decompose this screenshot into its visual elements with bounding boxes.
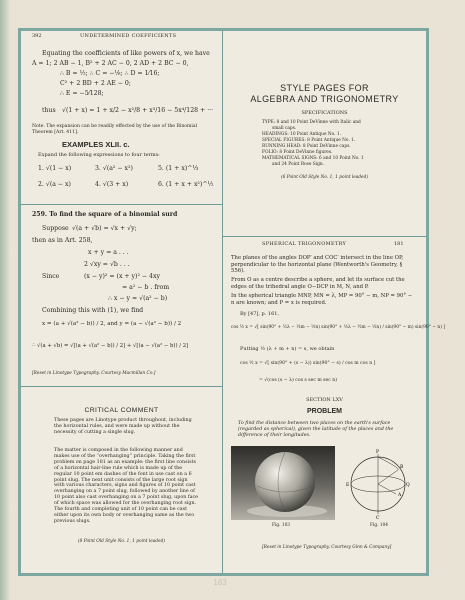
combining-text: Combining this with (1), we find: [42, 307, 144, 314]
figure-104-caption: Fig. 104: [370, 523, 389, 528]
then-line: then as in Art. 258,: [32, 237, 93, 244]
exercise-intro: Expand the following expressions to four terms:: [38, 152, 160, 158]
spec-line: MATHEMATICAL SIGNS: 6 and 10 Point No. 1: [262, 156, 364, 161]
thus-label: thus: [42, 107, 56, 114]
critical-comment-para-2: The matter is composed in the following manner and makes use of the “overhanging” principle. Taking the first problem on page 181 as an example: the first line consists of a horizontal hair-line rule which is made up of the regular 10 point em dashes of the font in use cast on a 6 point slug. The next unit consists of the large root sign with various characters, signs and figures of 10 point cast overhanging on a 7 point slug, followed by another line of 10 point also cast overhanging on a 7 point slug, upon face of which space was allowed for the overhanging root sign. The fourth and completing unit of 10 point can be cast either upon its own body or overhanging same as the two previous slugs.: [54, 448, 198, 524]
style-title-line-2: ALGEBRA AND TRIGONOMETRY: [250, 94, 399, 104]
spec-line: FOLIO: 8 Point DeVinne figures.: [262, 150, 333, 155]
x-equation: x = (a + √(a² − b)) / 2, and y = (a − √(a² − b)) / 2: [42, 321, 182, 327]
figure-103-caption: Fig. 103: [272, 523, 291, 528]
section-heading-259: 259. To find the square of a binomial surd: [32, 211, 178, 218]
figure-104-diagram: [340, 446, 418, 520]
right-middle-caption: [Reset in Linotype Typography. Courtesy Ginn & Company]: [262, 545, 392, 550]
equation-2: ∴ B = ½; ∴ C = −⅛; ∴ D = 1⁄16;: [60, 70, 160, 77]
page-folio: 183: [213, 578, 227, 587]
binding-edge: [0, 0, 10, 600]
exercise-item: 3. √(a² − x²): [95, 165, 133, 172]
section-label: SECTION LXV: [306, 397, 343, 403]
exercise-item: 4. √(3 + x): [95, 181, 129, 188]
paragraph-1: The planes of the angles DOP′ and COC′ intersect in the line OP, perpendicular to the horizontal plane (Wentworth's Geometry, § 556).: [231, 255, 404, 275]
spec-line: SPECIAL FIGURES: 8 Point Antique No. 1.: [262, 138, 356, 143]
exercise-item: 5. (1 + x)^⅓: [158, 165, 199, 172]
right-page-number: 181: [394, 241, 404, 247]
style-title-line-1: STYLE PAGES FOR: [280, 83, 369, 93]
suppose-equation: √(a + √b) = √x + √y;: [72, 225, 137, 232]
spec-line: RUNNING HEAD: 8 Point DeVinne caps.: [262, 144, 351, 149]
spec-line: small caps.: [272, 126, 297, 131]
intro-text: Equating the coefficients of like powers of x, we have: [42, 50, 210, 57]
problem-heading: PROBLEM: [307, 408, 342, 415]
cos-equation-1: cos ½ x = √[ sin(90° + ½λ − ½m − ½n) sin(90° + ½λ − ½m − ½n) / sin(90° − m) sin(90° − n) ]: [231, 325, 446, 330]
final-equation: ∴ √(a + √b) = √[(a + √(a² − b)) / 2] + √[(a − √(a² − b)) / 2]: [32, 343, 189, 349]
paragraph-2: From O as a centre describe a sphere, and let its surface cut the edges of the trihedral angle O−DCP in M, N, and P.: [231, 277, 405, 290]
running-head: UNDETERMINED COEFFICIENTS: [80, 33, 177, 39]
diagram-label-c: C: [376, 516, 380, 520]
note-text: Note. The expansion can be readily effected by the use of the Binomial Theorem [Art. 411].: [32, 124, 198, 135]
figure-103-sphere: [231, 446, 335, 520]
critical-comment-heading: CRITICAL COMMENT: [84, 407, 159, 414]
diagram-label-b: B: [400, 465, 404, 470]
specs-title: SPECIFICATIONS: [301, 110, 348, 116]
critical-comment-caption: (8 Point Old Style No. 1, 1 point leaded): [77, 539, 166, 544]
critical-comment-para-1: These pages are Linotype product throughout, including the horizontal rules, and were made up without the necessity of cutting a single slug.: [54, 418, 192, 435]
spec-line: HEADINGS: 10 Point Antique No. 1.: [262, 132, 341, 137]
left-bottom-divider: [21, 386, 222, 387]
since-label: Since: [42, 273, 60, 280]
exercise-title: EXAMPLES XLII. c.: [62, 140, 130, 149]
since-equation-2: = a² − b . from: [122, 284, 170, 291]
spec-line: TYPE: 8 and 10 Point DeVinne with Italic and: [262, 120, 361, 125]
equation-b: 2 √xy = √b . . .: [84, 261, 130, 268]
cos-equation-2: cos ½ x = √[ sin(90° + (s − λ)) sin(90° − s) / cos m cos n ]: [240, 361, 376, 366]
specs-caption: (6 Point Old Style No. 1, 1 point leaded): [280, 175, 369, 180]
paragraph-4: By [47], p. 161,: [240, 311, 280, 317]
suppose-label: Suppose: [42, 225, 69, 232]
cos-equation-3: = √(cos (s − λ) cos s sec m sec n): [259, 378, 338, 383]
page-number: 392: [32, 33, 42, 39]
problem-text: To find the distance between two places on the earth's surface (regarded as spherical), given the latitude of the places and the difference of their longitudes.: [238, 421, 394, 438]
thus-equation: √(1 + x) = 1 + x/2 − x²/8 + x³/16 − 5x⁴/128 + ···: [62, 107, 214, 114]
paragraph-3: In the spherical triangle MNP, MN = λ, MP = 90° − m, NP = 90° − n are known; and P = x is required.: [231, 293, 413, 306]
diagram-label-q: Q: [406, 483, 410, 488]
since-equation: (x − y)² = (x + y)² − 4xy: [84, 273, 160, 280]
equation-3: C² + 2 BD + 2 AE − 0;: [60, 80, 131, 87]
exercise-item: 2. √(a − x): [38, 181, 71, 188]
diagram-label-e: E: [346, 483, 350, 488]
left-middle-caption: [Reset in Linotype Typography. Courtesy Macmillan Co.]: [32, 371, 156, 376]
equation-1: A = 1; 2 AB − 1, B² + 2 AC − 0, 2 AD + 2 BC − 0,: [32, 60, 189, 67]
putting-text: Putting ½ (λ + m + n) = s, we obtain: [240, 346, 335, 352]
since-equation-3: ∴ x − y = √(a² − b): [108, 295, 168, 302]
diagram-label-a: A: [398, 493, 402, 498]
right-running-head: SPHERICAL TRIGONOMETRY: [262, 241, 347, 247]
right-top-divider: [223, 236, 426, 237]
exercise-item: 1. √(1 − x): [38, 165, 72, 172]
equation-4: ∴ E = −5⁄128;: [60, 90, 104, 97]
equation-a: x + y = a . . .: [88, 249, 129, 256]
spec-line: and 24 Point Rose Sign.: [272, 162, 324, 167]
diagram-label-p: P: [376, 450, 380, 455]
left-top-divider: [21, 204, 222, 205]
exercise-item: 6. (1 + x + x²)^½: [158, 181, 214, 188]
